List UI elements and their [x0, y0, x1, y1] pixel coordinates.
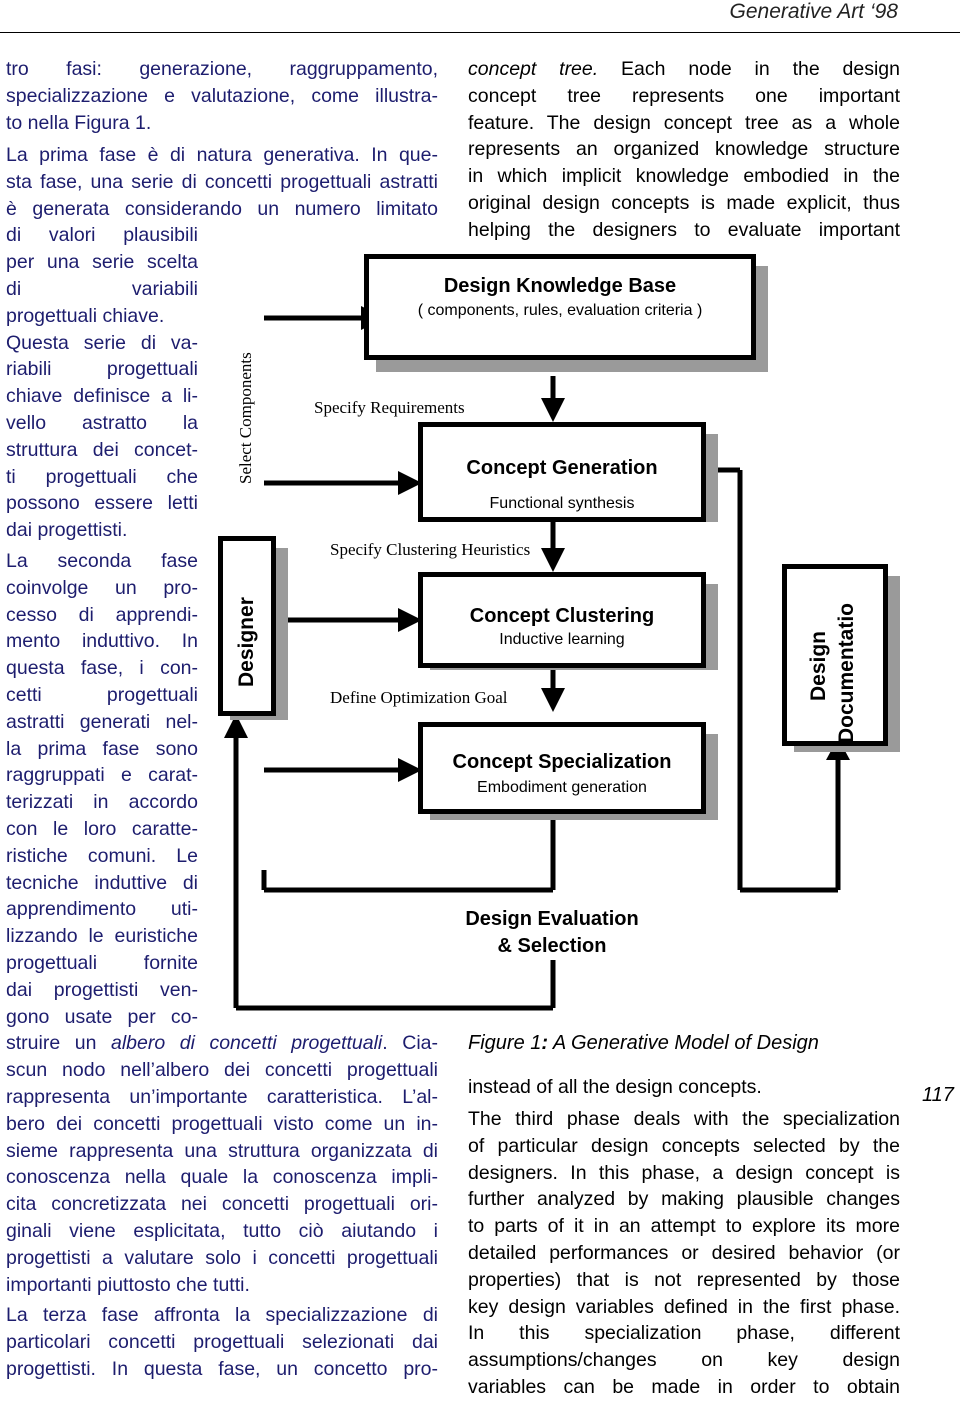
text-line: progettisti a valutare solo i concetti progettuali — [6, 1246, 438, 1269]
text-line: lizzando le euristiche — [6, 925, 198, 948]
text-line: key design variables defined in the first phase. — [468, 1295, 900, 1318]
text-line: raggruppati e carat- — [6, 764, 198, 787]
running-title: Generative Art ‘98 — [729, 0, 898, 23]
text-line: specializzazione e valutazione, come illustra- — [6, 84, 438, 107]
text-line: cita concretizzata nei concetti progettuali ori- — [6, 1193, 438, 1216]
text-line: sta fase, una serie di concetti progettuali astratti — [6, 170, 438, 193]
specify-clustering-label: Specify Clustering Heuristics — [330, 540, 531, 559]
designer-label: Designer — [235, 597, 258, 687]
text-line: questa fase, i con- — [6, 657, 198, 680]
arrowhead-generation-clustering — [541, 548, 565, 572]
text-line: progettisti. In questa fase, un concetto pro- — [6, 1357, 438, 1380]
page-number: 117 — [922, 1084, 954, 1106]
text-line: properties) that is not represented by those — [468, 1268, 900, 1291]
caption-colon: : — [541, 1032, 549, 1054]
concept-specialization-title: Concept Specialization — [452, 751, 672, 773]
text-line: astratti generati nel- — [6, 710, 198, 733]
text-line: mento induttivo. In — [6, 630, 198, 653]
evaluation-label-line1: Design Evaluation — [465, 908, 639, 930]
text-line: further analyzed by making plausible changes — [468, 1188, 900, 1211]
text-line: represents an organized knowledge structure — [468, 138, 900, 161]
concept-specialization-subtitle: Embodiment generation — [477, 779, 647, 796]
documentation-label-line1: Design — [807, 630, 830, 701]
text-run: Each node in the design — [598, 58, 900, 80]
text-line: Questa serie di va- — [6, 331, 198, 354]
text-run: struire un — [6, 1032, 111, 1055]
concept-specialization-box — [418, 722, 706, 814]
select-components-label: Select Components — [236, 352, 255, 484]
text-line: La prima fase è di natura generativa. In que- — [6, 144, 438, 166]
text-line: riabili progettuali — [6, 358, 198, 381]
arrowhead-kb-generation — [541, 398, 565, 422]
concept-clustering-box — [418, 572, 706, 668]
text-line: dai progettisti ven- — [6, 978, 198, 1001]
text-line: assumptions/changes on key design — [468, 1349, 900, 1372]
text-run: . Cia- — [382, 1032, 439, 1055]
knowledge-base-subtitle: ( components, rules, evaluation criteria ) — [417, 302, 703, 319]
text-line: tecniche induttive di — [6, 871, 198, 894]
text-line: dai progettisti. — [6, 519, 128, 542]
design-documentation-box — [782, 564, 888, 746]
text-line: La terza fase affronta la specializzazione di — [6, 1304, 438, 1326]
text-line: variables can be made in order to obtain — [468, 1375, 900, 1398]
text-line: detailed performances or desired behavior (or — [468, 1241, 900, 1264]
text-line: helping the designers to evaluate important — [468, 218, 900, 241]
text-line: rappresenta un’importante caratteristica. L’al- — [6, 1085, 438, 1108]
text-line: bero dei concetti progettuali visto come un in- — [6, 1112, 438, 1135]
designer-box — [218, 536, 276, 716]
caption-label: Figure 1 — [468, 1032, 542, 1054]
text-line: ristiche comuni. Le — [6, 844, 198, 867]
text-line: di variabili — [6, 277, 198, 300]
text-line: conoscenza nella quale la conoscenza impli- — [6, 1166, 438, 1189]
text-line: di valori plausibili — [6, 224, 198, 247]
evaluation-label-line2: & Selection — [497, 935, 607, 957]
concept-generation-title: Concept Generation — [466, 457, 658, 479]
text-line: designers. In this phase, a design concept is — [468, 1161, 900, 1184]
arrowhead-clustering-specialization — [541, 688, 565, 712]
text-line: gono usate per co- — [6, 1005, 198, 1028]
text-line: con le loro caratte- — [6, 817, 198, 840]
text-line: in which implicit knowledge embodied in the — [468, 165, 900, 188]
text-line: vello astratto la — [6, 411, 198, 434]
text-line: ti progettuali che — [6, 465, 198, 488]
text-line: cesso di apprendi- — [6, 603, 198, 626]
text-line: coinvolge un pro- — [6, 576, 198, 599]
text-line: ginali viene esplicitata, tutto ciò aiutando i — [6, 1219, 438, 1242]
text-line: terizzati in accordo — [6, 791, 198, 814]
text-line: progettuali chiave. — [6, 304, 165, 327]
text-line: The third phase deals with the specialization — [468, 1108, 900, 1130]
text-line: cetti progettuali — [6, 683, 198, 706]
text-line: original design concepts is made explicit, thus — [468, 191, 900, 214]
text-line: La seconda fase — [6, 550, 198, 572]
define-optimization-goal-label: Define Optimization Goal — [330, 688, 508, 707]
text-line: importanti piuttosto che tutti. — [6, 1273, 250, 1296]
text-line: of particular design concepts selected by the — [468, 1134, 900, 1157]
text-line: concept tree represents one important — [468, 84, 900, 107]
text-line: per una serie scelta — [6, 251, 198, 274]
knowledge-base-title: Design Knowledge Base — [443, 275, 677, 297]
italic-term: albero di concetti progettuali — [110, 1032, 383, 1055]
text-line: sieme rappresenta una struttura organizzata di — [6, 1139, 438, 1162]
text-line: chiave definisce a li- — [6, 385, 198, 408]
documentation-label-line2: Documentatio — [835, 602, 858, 743]
text-line: possono essere letti — [6, 492, 198, 515]
text-line: la prima fase sono — [6, 737, 198, 760]
concept-generation-box — [418, 422, 706, 522]
text-line: feature. The design concept tree as a whole — [468, 111, 900, 134]
text-line: scun nodo nell’albero dei concetti progettuali — [6, 1059, 438, 1082]
text-line: progettuali fornite — [6, 951, 198, 974]
text-line: è generata considerando un numero limitato — [6, 197, 438, 220]
italic-term: concept tree. — [468, 58, 599, 80]
concept-clustering-title: Concept Clustering — [469, 605, 655, 627]
text-line: apprendimento uti- — [6, 898, 198, 921]
specify-requirements-label: Specify Requirements — [314, 398, 465, 417]
text-line: instead of all the design concepts. — [468, 1076, 762, 1098]
concept-generation-subtitle: Functional synthesis — [489, 495, 635, 512]
knowledge-base-box — [364, 254, 756, 360]
text-line: struttura dei concet- — [6, 438, 198, 461]
text-line: particolari concetti progettuali selezionati dai — [6, 1330, 438, 1353]
text-line: to parts of it in an attempt to explore its more — [468, 1215, 900, 1238]
text-line: to nella Figura 1. — [6, 111, 152, 134]
caption-text: A Generative Model of Design — [548, 1032, 819, 1054]
text-line: tro fasi: generazione, raggruppamento, — [6, 58, 438, 80]
text-line: In this specialization phase, different — [468, 1322, 900, 1345]
concept-clustering-subtitle: Inductive learning — [499, 631, 625, 648]
